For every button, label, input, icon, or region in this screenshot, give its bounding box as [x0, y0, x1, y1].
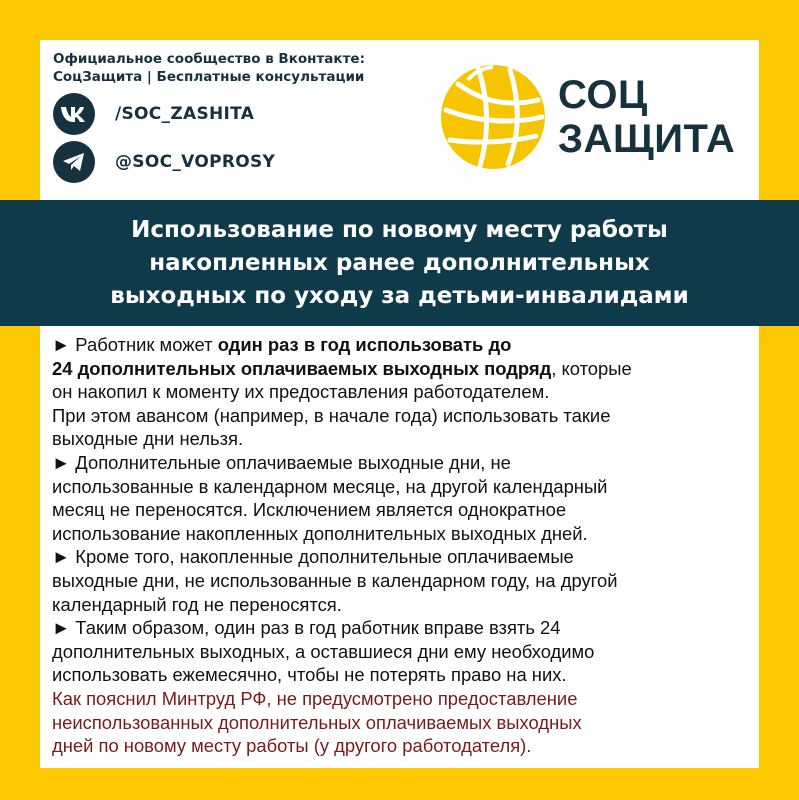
telegram-handle: @SOC_VOPROSY — [115, 152, 276, 172]
text-line: ► Таким образом, один раз в год работник вправе взять 24 — [52, 617, 561, 639]
title-line-1: Использование по новому месту работы — [131, 216, 668, 243]
globe-icon — [438, 62, 548, 172]
text-line: дополнительных выходных, а оставшиеся дни ему необходимо — [52, 640, 595, 662]
brand-logo — [438, 62, 735, 172]
text-line: выходные дни, не использованные в календарном году, на другой — [52, 569, 618, 591]
community-line-1: Официальное сообщество в Вконтакте: — [53, 51, 365, 67]
text-line: он накопил к моменту их предоставления работодателем. — [52, 381, 550, 403]
vk-handle: /SOC_ZASHITA — [115, 104, 255, 124]
text-line: ► Работник может один раз в год использовать до — [52, 334, 512, 355]
telegram-icon — [53, 141, 95, 183]
logo-line-2: ЗАЩИТА — [558, 117, 736, 161]
title-line-3: выходных по уходу за детьми-инвалидами — [110, 282, 689, 309]
text-line: использовать ежемесячно, чтобы не потерять право на них. — [52, 664, 567, 686]
logo-text — [558, 73, 735, 161]
title-line-2: накопленных ранее дополнительных — [149, 249, 650, 276]
text-line: выходные дни нельзя. — [52, 428, 244, 450]
telegram-link[interactable] — [53, 141, 275, 183]
community-line-2: СоцЗащита | Бесплатные консультации — [53, 69, 365, 85]
text-line: Как пояснил Минтруд РФ, не предусмотрено предоставление — [52, 687, 578, 709]
text-line: При этом авансом (например, в начале года) использовать такие — [52, 404, 611, 426]
text-line: 24 дополнительных оплачиваемых выходных подряд, которые — [52, 357, 632, 379]
vk-logo-icon — [53, 93, 95, 135]
vk-link[interactable] — [53, 93, 254, 135]
text-line: использованные в календарном месяце, на другой календарный — [52, 475, 608, 497]
text-line: ► Кроме того, накопленные дополнительные оплачиваемые — [52, 546, 574, 568]
text-line: календарный год не переносятся. — [52, 593, 342, 615]
text-line: месяц не переносятся. Исключением является однократное — [52, 499, 567, 521]
community-info — [53, 50, 365, 86]
text-line: дней по новому месту работы (у другого работодателя). — [52, 735, 532, 757]
text-line: использование накопленных дополнительных выходных дней. — [52, 522, 588, 544]
text-line: ► Дополнительные оплачиваемые выходные дни, не — [52, 451, 511, 473]
logo-line-1: СОЦ — [558, 73, 648, 117]
article-body — [52, 333, 762, 758]
text-line: неиспользованных дополнительных оплачиваемых выходных — [52, 711, 582, 733]
title-banner — [0, 200, 799, 326]
